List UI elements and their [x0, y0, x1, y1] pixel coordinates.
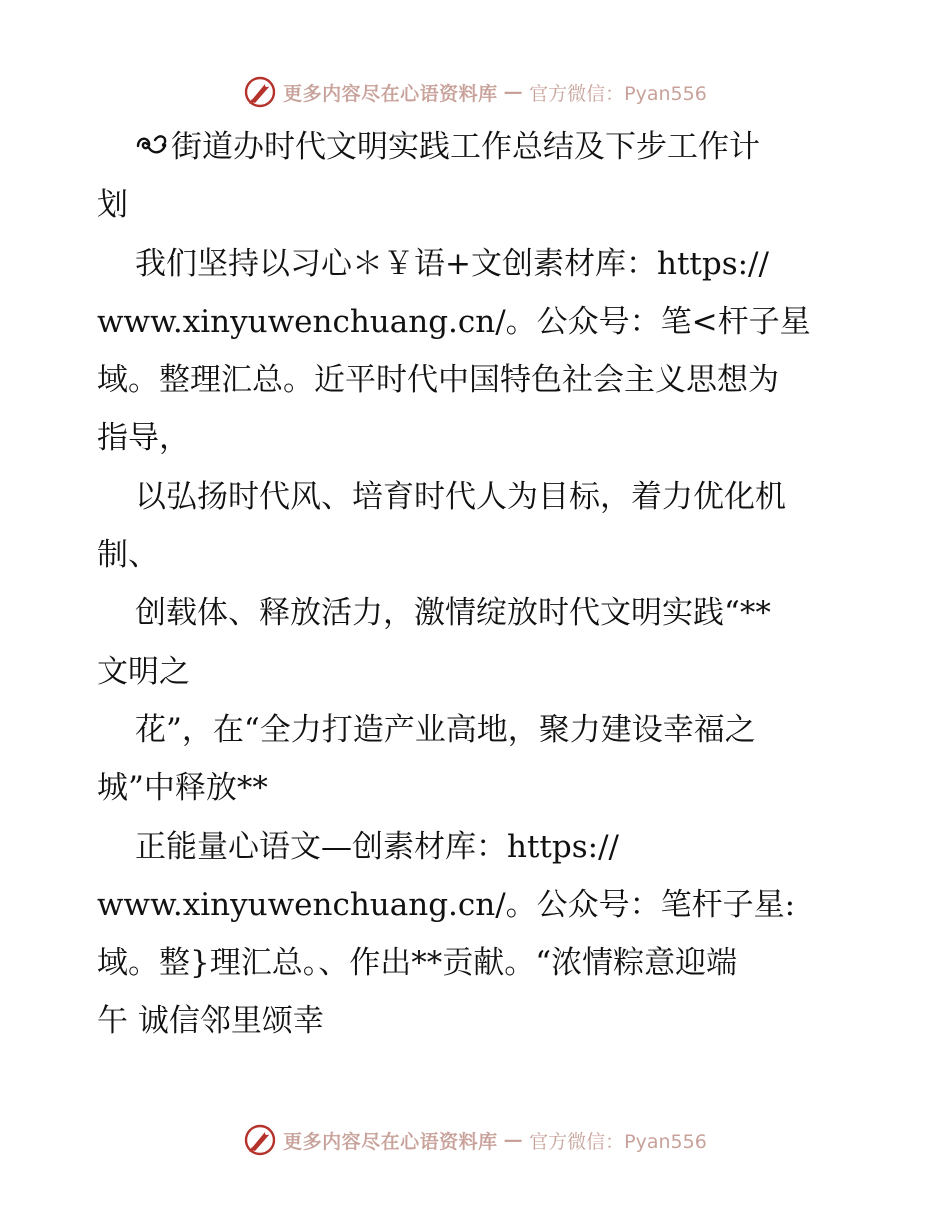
body-line: 文明之 [97, 653, 190, 690]
document-body [97, 118, 857, 1051]
header-separator: — [503, 81, 524, 103]
body-line: 以弘扬时代风、培育时代人为目标，着力优化机 [135, 478, 786, 515]
body-line: 城”中释放** [97, 770, 268, 807]
body-line: 制、 [97, 537, 159, 574]
body-line: www.xinyuwenchuang.cn/。公众号：笔<杆子星 [97, 303, 811, 340]
body-line: 域。整理汇总。近平时代中国特色社会主义思想为 [97, 362, 779, 399]
body-line: 我们坚持以习心＊￥语+文创素材库：https:// [135, 245, 769, 282]
document-title-line [97, 118, 857, 176]
body-line: 花”，在“全力打造产业高地，聚力建设幸福之 [135, 711, 756, 748]
body-line: 正能量心语文—创素材库：https:// [135, 828, 619, 865]
pen-logo-icon [243, 75, 277, 109]
document-title-continuation: 划 [97, 187, 128, 224]
body-line: www.xinyuwenchuang.cn/。公众号：笔杆子星: [97, 886, 796, 923]
pen-logo-icon [243, 1123, 277, 1157]
footer-separator: — [503, 1129, 524, 1151]
header-contact-text: 官方微信：Pyan556 [529, 82, 707, 105]
body-line: 指导， [97, 420, 190, 457]
footer-site-text: 更多内容尽在心语资料库 [283, 1130, 498, 1153]
body-line: 午 诚信邻里颂幸 [97, 1003, 324, 1040]
footer-contact-text: 官方微信：Pyan556 [529, 1130, 707, 1153]
document-title: 街道办时代文明实践工作总结及下步工作计 [171, 129, 760, 165]
body-line: 创载体、释放活力，激情绽放时代文明实践“** [135, 595, 771, 632]
header-banner [0, 72, 950, 112]
header-site-text: 更多内容尽在心语资料库 [283, 82, 498, 105]
body-line: 域。整}理汇总。、作出**贡献。“浓情粽意迎端 [97, 945, 738, 982]
footer-banner [0, 1120, 950, 1160]
flourish-bullet-icon [135, 130, 169, 160]
